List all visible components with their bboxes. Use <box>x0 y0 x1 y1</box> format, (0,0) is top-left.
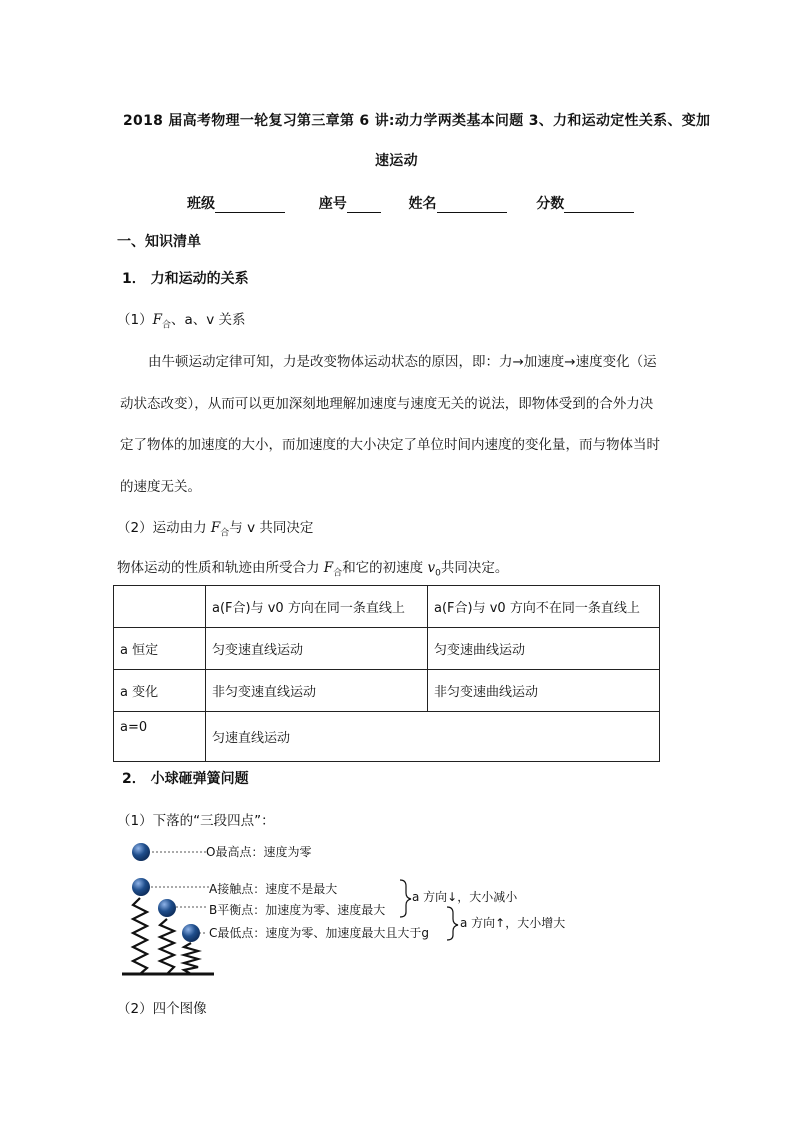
table-row <box>114 628 660 670</box>
item2-heading: 2． 小球砸弹簧问题 <box>122 771 249 787</box>
doc-title-line1: 2018 届高考物理一轮复习第三章第 6 讲:动力学两类基本问题 3、力和运动定性关系、变加 <box>123 113 711 129</box>
class-label: 班级 <box>187 196 215 212</box>
para-line-1: 由牛顿运动定律可知，力是改变物体运动状态的原因，即：力→加速度→速度变化（运 <box>148 354 657 370</box>
table-cell: a(F合)与 v0 方向不在同一条直线上 <box>428 586 660 628</box>
score-blank <box>564 198 634 213</box>
point-b-label: B平衡点：加速度为零、速度最大 <box>209 903 386 917</box>
table-cell: a(F合)与 v0 方向在同一条直线上 <box>206 586 428 628</box>
para-line-2: 动状态改变），从而可以更加深刻地理解加速度与速度无关的说法，即物体受到的合外力决 <box>120 396 654 412</box>
point-a-label: A接触点：速度不是最大 <box>209 882 338 896</box>
point-c-label: C最低点：速度为零、加速度最大且大于g <box>209 926 429 940</box>
brace2-label: a 方向↑，大小增大 <box>460 916 566 930</box>
name-label: 姓名 <box>408 196 437 212</box>
table-cell: 非匀变速直线运动 <box>206 670 428 712</box>
spring-a <box>133 898 147 974</box>
table-cell: 匀速直线运动 <box>206 712 660 762</box>
sub2-2-heading: （2）四个图像 <box>117 1001 207 1017</box>
ball-o <box>132 843 150 861</box>
item1-heading: 1． 力和运动的关系 <box>122 271 249 287</box>
table-cell <box>114 586 206 628</box>
motion-table <box>113 585 660 762</box>
sub1-heading: $(1)F_合$、a、v 关系 <box>117 312 246 331</box>
name-blank <box>437 198 507 213</box>
doc-title-line2: 速运动 <box>375 153 418 169</box>
class-blank <box>215 198 285 213</box>
sub2-heading: （2）运动由力 $F_合$与 v 共同决定 <box>117 520 314 539</box>
para-line-4: 的速度无关。 <box>120 479 201 495</box>
table-cell: 匀变速曲线运动 <box>428 628 660 670</box>
point-o-label: O最高点：速度为零 <box>206 845 312 859</box>
para-line-3: 定了物体的加速度的大小，而加速度的大小决定了单位时间内速度的变化量，而与物体当时 <box>120 437 660 453</box>
spring-b <box>160 919 174 974</box>
section1-heading: 一、知识清单 <box>117 234 201 250</box>
sub2-1-heading: （1）下落的“三段四点”： <box>117 813 275 829</box>
seat-label: 座号 <box>318 196 347 212</box>
ball-c <box>182 924 200 942</box>
table-cell: 匀变速直线运动 <box>206 628 428 670</box>
info-row <box>187 193 634 213</box>
table-cell: a=0 <box>114 712 206 762</box>
ball-a <box>132 878 150 896</box>
brace1-label: a 方向↓，大小减小 <box>412 890 518 904</box>
ball-b <box>158 899 176 917</box>
brace-1 <box>400 880 411 917</box>
sentence: 物体运动的性质和轨迹由所受合力 $F_合$和它的初速度 $v_0$共同决定。 <box>117 560 509 579</box>
table-cell: 非匀变速曲线运动 <box>428 670 660 712</box>
table-row <box>114 670 660 712</box>
table-cell: a 变化 <box>114 670 206 712</box>
seat-blank <box>347 198 381 213</box>
table-cell: a 恒定 <box>114 628 206 670</box>
table-row <box>114 712 660 762</box>
spring-c <box>184 943 198 974</box>
brace-2 <box>447 907 458 940</box>
table-row <box>114 586 660 628</box>
score-label: 分数 <box>536 196 565 212</box>
